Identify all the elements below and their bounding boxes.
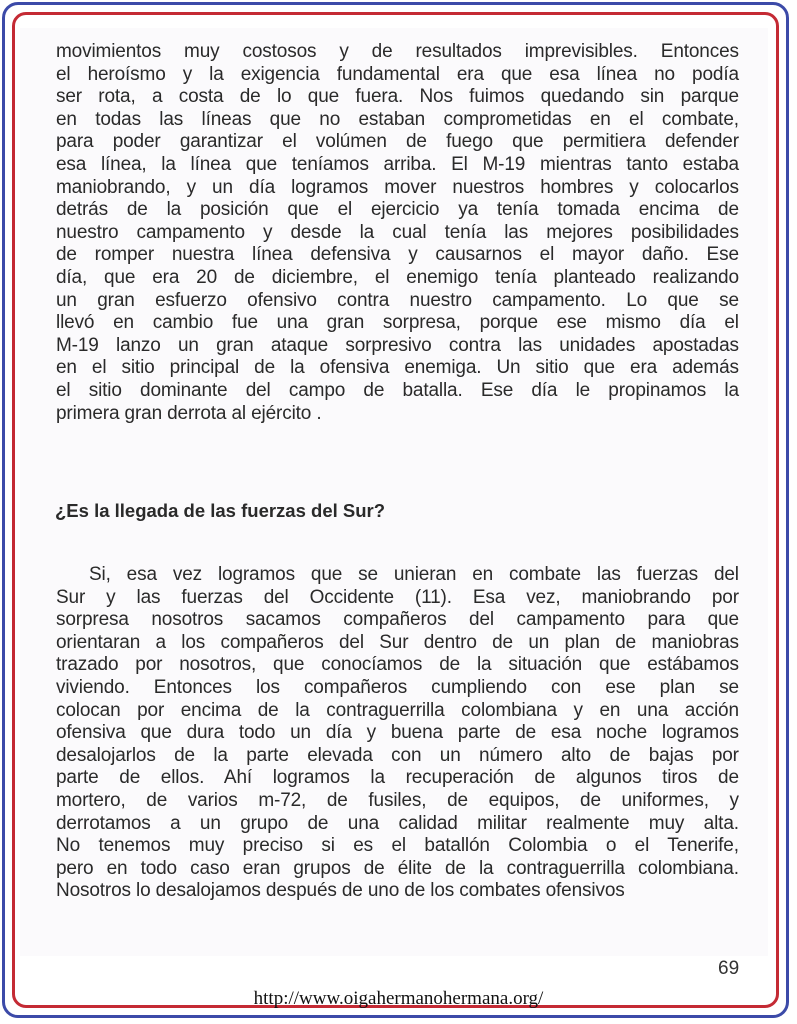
text-line: Si, esa vez logramos que se unieran en combate las fuerzas del	[88, 563, 739, 585]
text-line: ofensiva que dura todo un día y buena parte de esa noche logramos	[56, 721, 739, 744]
text-line: en todas las líneas que no estaban comprometidas en el combate,	[56, 107, 739, 130]
text-line: un gran esfuerzo ofensivo contra nuestro campamento. Lo que se	[56, 288, 739, 311]
text-line: orientaran a los compañeros del Sur dentro de un plan de maniobras	[56, 630, 739, 653]
text-line: mortero, de varios m-72, de fusiles, de equipos, de uniformes, y	[56, 788, 739, 811]
text-line: de romper nuestra línea defensiva y causarnos el mayor daño. Ese	[56, 243, 739, 266]
text-line: movimientos muy costosos y de resultados imprevisibles. Entonces	[56, 40, 739, 62]
text-line: viviendo. Entonces los compañeros cumpliendo con ese plan se	[56, 675, 739, 698]
text-line: desalojarlos de la parte elevada con un número alto de bajas por	[56, 743, 739, 766]
text-line: nuestro campamento y desde la cual tenía las mejores posibilidades	[56, 220, 739, 243]
text-line: pero en todo caso eran grupos de élite de la contraguerrilla colombiana.	[56, 856, 739, 879]
text-line: Sur y las fuerzas del Occidente (11). Esa vez, maniobrando por	[56, 585, 739, 608]
text-line: día, que era 20 de diciembre, el enemigo tenía planteado realizando	[56, 265, 739, 288]
text-line: derrotamos a un grupo de una calidad militar realmente muy alta.	[56, 811, 739, 834]
text-line: sorpresa nosotros sacamos compañeros del campamento para que	[56, 608, 739, 631]
text-line: ser rota, a costa de lo que fuera. Nos fuimos quedando sin parque	[56, 85, 739, 108]
text-line: el sitio dominante del campo de batalla. Ese día le propinamos la	[56, 378, 739, 401]
section-heading: ¿Es la llegada de las fuerzas del Sur?	[55, 500, 386, 521]
text-line: No tenemos muy preciso si es el batallón Colombia o el Tenerife,	[56, 834, 739, 857]
text-line: parte de ellos. Ahí logramos la recuperación de algunos tiros de	[56, 766, 739, 789]
paragraph-1	[56, 40, 739, 424]
text-line: llevó en cambio fue una gran sorpresa, porque ese mismo día el	[56, 311, 739, 334]
text-line: maniobrando, y un día logramos mover nuestros hombres y colocarlos	[56, 175, 739, 198]
text-line: en el sitio principal de la ofensiva enemiga. Un sitio que era además	[56, 356, 739, 379]
paragraph-2	[56, 563, 739, 902]
source-url-link[interactable]: http://www.oigahermanohermana.org/	[253, 988, 544, 1009]
text-line: para poder garantizar el volúmen de fuego que permitiera defender	[56, 130, 739, 153]
text-line: trazado por nosotros, que conocíamos de la situación que estábamos	[56, 653, 739, 676]
text-line: detrás de la posición que el ejercicio ya tenía tomada encima de	[56, 198, 739, 221]
text-line: el heroísmo y la exigencia fundamental era que esa línea no podía	[56, 62, 739, 85]
text-line: esa línea, la línea que teníamos arriba. El M-19 mientras tanto estaba	[56, 152, 739, 175]
text-line: M-19 lanzo un gran ataque sorpresivo contra las unidades apostadas	[56, 333, 739, 356]
text-line: colocan por encima de la contraguerrilla colombiana y en una acción	[56, 698, 739, 721]
page-number: 69	[718, 958, 740, 979]
text-line: primera gran derrota al ejército .	[56, 401, 322, 424]
text-line: Nosotros lo desalojamos después de uno de los combates ofensivos	[56, 879, 625, 902]
